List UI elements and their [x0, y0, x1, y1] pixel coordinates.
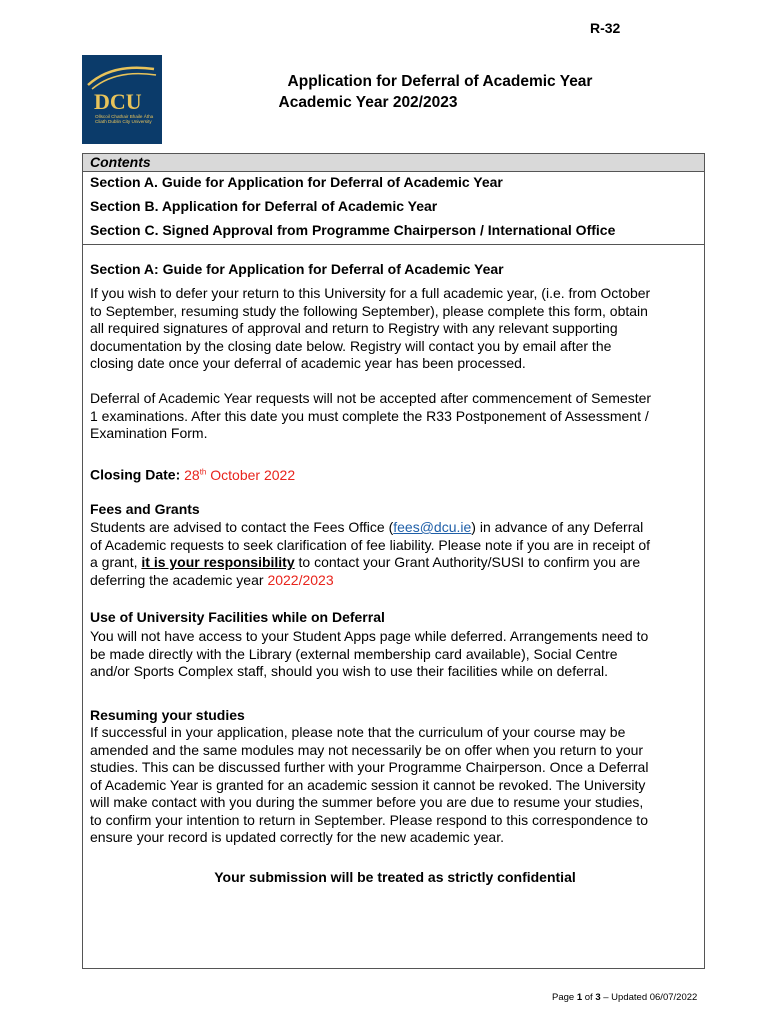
fees-line-2: of Academic requests to seek clarification of fee liability. Please note if you are in receipt of: [90, 536, 651, 553]
intro-line: If you wish to defer your return to this University for a full academic year, (i.e. from October: [90, 285, 651, 301]
resuming-line: If successful in your application, please note that the curriculum of your course may be: [90, 724, 626, 740]
intro-line: to September, resuming study the following September), please complete this form, obtain: [90, 302, 648, 319]
facilities-line: and/or Sports Complex staff, should you wish to use their facilities while on deferral.: [90, 663, 608, 679]
contents-divider: [83, 244, 704, 245]
fees-heading: Fees and Grants: [90, 501, 200, 517]
contents-heading: Contents: [83, 154, 704, 172]
resuming-line: will make contact with you during the summer before you are due to resume your studies,: [90, 794, 644, 810]
note-line: Deferral of Academic Year requests will not be accepted after commencement of Semester: [90, 390, 652, 406]
fees-text: [90, 519, 700, 589]
resuming-line: ensure your record is updated correctly for the new academic year.: [90, 829, 504, 845]
note-line: 1 examinations. After this date you must complete the R33 Postponement of Assessment /: [90, 407, 649, 424]
fees-text-part: a grant,: [90, 554, 142, 570]
resuming-heading: Resuming your studies: [90, 707, 245, 723]
form-body-box: [82, 153, 705, 969]
fees-text-part: ) in advance of any Deferral: [471, 519, 644, 535]
resuming-line: to confirm your intention to return in September. Please respond to this correspondence to: [90, 811, 648, 828]
section-a-intro: [90, 285, 700, 373]
closing-date-label: Closing Date:: [90, 466, 181, 483]
resuming-line: amended and the same modules may not necessarily be on offer when you return to your: [90, 741, 644, 758]
fees-line-1: [90, 519, 700, 537]
logo-wordmark: DCU: [94, 89, 142, 114]
responsibility-emphasis: it is your responsibility: [141, 554, 295, 570]
facilities-line: be made directly with the Library (external membership card available), Social Centre: [90, 645, 618, 662]
intro-line: closing date once your deferral of academic year has been processed.: [90, 355, 526, 371]
form-title: Application for Deferral of Academic Year: [287, 73, 593, 90]
footer-page-number: 1: [576, 992, 583, 1003]
intro-line: documentation by the closing date below. Registry will contact you by email after the: [90, 337, 612, 354]
closing-day-suffix: th: [199, 467, 207, 476]
section-a-note: [90, 390, 700, 443]
closing-date-value: [184, 467, 295, 483]
contents-item-c: Section C. Signed Approval from Programme Chairperson / International Office: [90, 222, 616, 238]
intro-line: all required signatures of approval and return to Registry with any relevant supporting: [90, 320, 618, 336]
form-code: R-32: [590, 20, 621, 36]
fees-text-part: Students are advised to contact the Fees Office (: [90, 519, 394, 535]
fees-text-part: deferring the academic year: [90, 571, 268, 588]
facilities-heading: Use of University Facilities while on Deferral: [90, 609, 385, 625]
contents-item-b: Section B. Application for Deferral of Academic Year: [90, 198, 438, 214]
footer-page-label: Page: [552, 992, 577, 1003]
contents-item-a: Section A. Guide for Application for Deferral of Academic Year: [90, 174, 503, 190]
confidential-notice: Your submission will be treated as strictly confidential: [214, 869, 576, 885]
fees-email-link[interactable]: fees@dcu.ie: [393, 519, 472, 535]
fees-line-4: [90, 572, 700, 590]
footer-page-total: 3: [595, 992, 601, 1003]
resuming-line: studies. This can be discussed further with your Programme Chairperson. Once a Deferral: [90, 759, 649, 775]
facilities-text: [90, 628, 700, 681]
note-line: Examination Form.: [90, 425, 208, 441]
dcu-logo: [82, 55, 162, 144]
academic-year-title: Academic Year 202/2023: [278, 94, 458, 111]
page-footer: [552, 992, 697, 1003]
closing-day: 28: [184, 466, 200, 483]
facilities-line: You will not have access to your Student Apps page while deferred. Arrangements need to: [90, 628, 649, 644]
footer-updated: – Updated 06/07/2022: [600, 992, 698, 1003]
resuming-text: [90, 724, 700, 847]
section-a-heading: Section A: Guide for Application for Deferral of Academic Year: [90, 261, 504, 277]
fees-line-3: [90, 554, 700, 572]
closing-date: [90, 463, 700, 484]
logo-subtitle: Ollscoil Chathair Bhaile Átha Cliath Dublin City University: [95, 114, 154, 125]
resuming-line: of Academic Year is granted for an academic session it cannot be revoked. The University: [90, 776, 646, 793]
fees-text-part: to contact your Grant Authority/SUSI to confirm you are: [294, 554, 641, 570]
footer-of: of: [582, 992, 596, 1003]
closing-month-year: October 2022: [206, 466, 296, 483]
fees-academic-year: 2022/2023: [267, 571, 334, 588]
